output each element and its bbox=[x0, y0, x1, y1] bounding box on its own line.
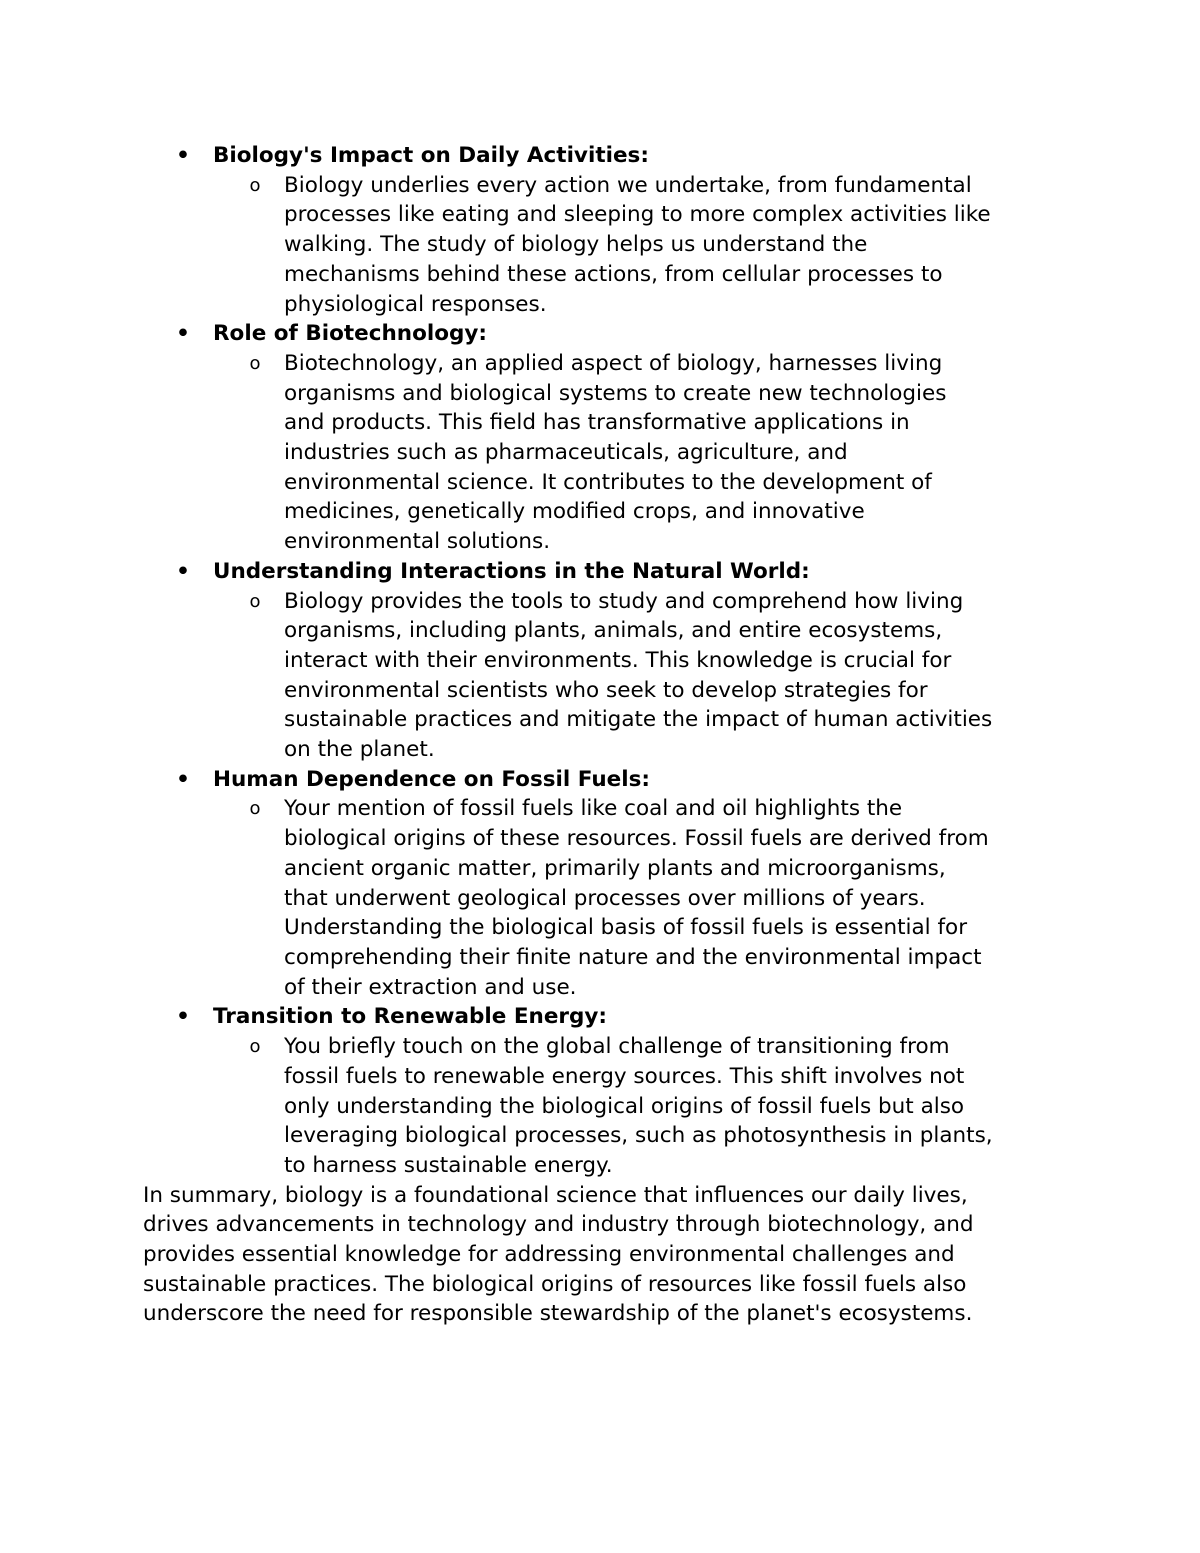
text-line: Understanding the biological basis of fossil fuels is essential for bbox=[284, 915, 968, 941]
text-line: environmental solutions. bbox=[284, 529, 551, 555]
text-line: environmental science. It contributes to the development of bbox=[284, 469, 932, 495]
text-line: and products. This field has transformative applications in bbox=[284, 410, 910, 436]
sub-bullet bbox=[143, 349, 1073, 557]
section-heading-text: Biology's Impact on Daily Activities: bbox=[213, 143, 649, 168]
bullet-icon: • bbox=[176, 1004, 190, 1030]
section-heading bbox=[143, 1002, 1073, 1032]
text-line: only understanding the biological origins of fossil fuels but also bbox=[284, 1093, 965, 1119]
text-line: Biotechnology, an applied aspect of biology, harnesses living bbox=[284, 350, 943, 376]
text-line: walking. The study of biology helps us understand the bbox=[284, 232, 868, 258]
section-heading bbox=[143, 765, 1073, 795]
bullet-icon: • bbox=[176, 321, 190, 347]
section-heading bbox=[143, 141, 1073, 171]
sub-bullet-icon: o bbox=[249, 798, 261, 820]
bullet-icon: • bbox=[176, 558, 190, 584]
document-body bbox=[143, 141, 1073, 1329]
text-line: organisms and biological systems to create new technologies bbox=[284, 380, 947, 406]
text-line: medicines, genetically modified crops, and innovative bbox=[284, 499, 865, 525]
text-line: Your mention of fossil fuels like coal and oil highlights the bbox=[284, 796, 903, 822]
bullet-section-renewable-energy bbox=[143, 1002, 1073, 1180]
text-line: of their extraction and use. bbox=[284, 974, 577, 1000]
section-heading-text: Understanding Interactions in the Natural World: bbox=[213, 558, 810, 584]
sub-bullet bbox=[143, 587, 1073, 765]
bullet-icon: • bbox=[176, 766, 190, 792]
sub-bullet bbox=[143, 794, 1073, 1002]
text-line: interact with their environments. This knowledge is crucial for bbox=[284, 647, 952, 673]
bullet-section-fossil-fuels bbox=[143, 765, 1073, 1003]
sub-bullet-icon: o bbox=[249, 1036, 261, 1058]
text-line: sustainable practices. The biological origins of resources like fossil fuels also bbox=[143, 1271, 967, 1297]
text-line: to harness sustainable energy. bbox=[284, 1152, 613, 1178]
section-heading bbox=[143, 319, 1073, 349]
text-line: processes like eating and sleeping to more complex activities like bbox=[284, 202, 991, 228]
text-line: underscore the need for responsible stewardship of the planet's ecosystems. bbox=[143, 1301, 973, 1327]
text-line: Biology provides the tools to study and comprehend how living bbox=[284, 588, 964, 614]
sub-bullet bbox=[143, 171, 1073, 320]
text-line: on the planet. bbox=[284, 737, 435, 763]
text-line: fossil fuels to renewable energy sources. This shift involves not bbox=[284, 1063, 965, 1089]
sub-bullet-icon: o bbox=[249, 174, 261, 196]
text-line: industries such as pharmaceuticals, agriculture, and bbox=[284, 440, 848, 466]
bullet-section-daily-activities bbox=[143, 141, 1073, 319]
text-line: ancient organic matter, primarily plants and microorganisms, bbox=[284, 855, 946, 881]
summary-paragraph bbox=[143, 1181, 1073, 1330]
text-line: drives advancements in technology and industry through biotechnology, and bbox=[143, 1212, 974, 1238]
text-line: comprehending their finite nature and the environmental impact bbox=[284, 944, 982, 970]
text-line: that underwent geological processes over millions of years. bbox=[284, 885, 926, 911]
sub-bullet bbox=[143, 1032, 1073, 1181]
section-heading-text: Transition to Renewable Energy: bbox=[213, 1004, 608, 1030]
section-heading-text: Role of Biotechnology: bbox=[213, 321, 488, 347]
text-line: physiological responses. bbox=[284, 291, 547, 317]
text-line: biological origins of these resources. Fossil fuels are derived from bbox=[284, 826, 989, 852]
sub-bullet-icon: o bbox=[249, 352, 261, 374]
text-line: sustainable practices and mitigate the impact of human activities bbox=[284, 707, 993, 733]
bullet-icon: • bbox=[176, 143, 190, 168]
text-line: environmental scientists who seek to develop strategies for bbox=[284, 677, 928, 703]
text-line: Biology underlies every action we undertake, from fundamental bbox=[284, 172, 972, 198]
text-line: organisms, including plants, animals, and entire ecosystems, bbox=[284, 618, 943, 644]
sub-bullet-icon: o bbox=[249, 590, 261, 612]
text-line: You briefly touch on the global challenge of transitioning from bbox=[284, 1034, 950, 1060]
text-line: mechanisms behind these actions, from cellular processes to bbox=[284, 261, 943, 287]
text-line: provides essential knowledge for addressing environmental challenges and bbox=[143, 1242, 955, 1268]
bullet-section-natural-world bbox=[143, 557, 1073, 765]
bullet-section-biotechnology bbox=[143, 319, 1073, 557]
text-line: leveraging biological processes, such as photosynthesis in plants, bbox=[284, 1123, 993, 1149]
text-line: In summary, biology is a foundational science that influences our daily lives, bbox=[143, 1182, 968, 1208]
section-heading-text: Human Dependence on Fossil Fuels: bbox=[213, 766, 651, 792]
section-heading bbox=[143, 557, 1073, 587]
